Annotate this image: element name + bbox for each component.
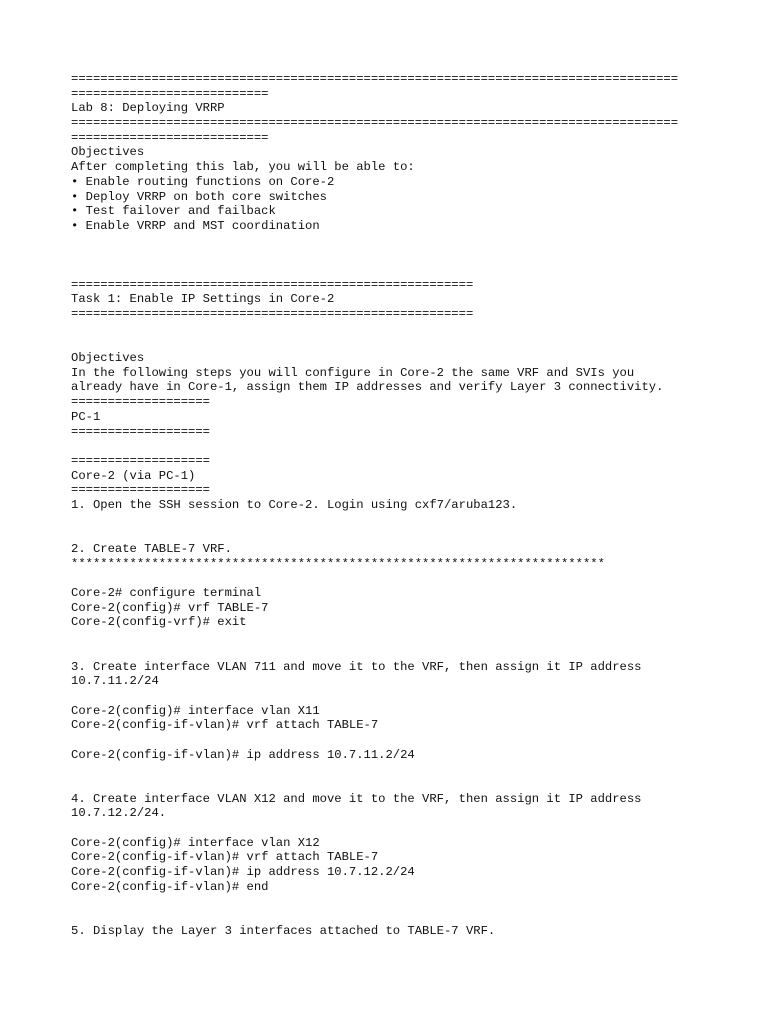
step-text: 4. Create interface VLAN X12 and move it to the VRF, then assign it IP address [71,791,642,806]
separator-line: =========================== [71,86,269,101]
objectives-heading: Objectives [71,145,145,160]
step-text: 1. Open the SSH session to Core-2. Login using cxf7/aruba123. [71,497,518,512]
task-objectives-heading: Objectives [71,351,145,366]
blank-line [71,322,761,337]
separator-line: =================================================================================== [71,72,679,86]
lab-title: Lab 8: Deploying VRRP [71,101,225,116]
blank-line [71,630,761,645]
separator-line: =========================== [71,130,269,145]
blank-line [71,439,761,454]
cli-command: Core-2(config-vrf)# exit [71,615,247,630]
step-text: 5. Display the Layer 3 interfaces attached to TABLE-7 VRF. [71,923,496,938]
blank-line [71,234,761,249]
device-heading: Core-2 (via PC-1) [71,468,196,483]
blank-line [71,689,761,704]
step-text: 3. Create interface VLAN 711 and move it to the VRF, then assign it IP address [71,659,642,674]
separator-line: =================== [71,483,210,498]
device-heading: PC-1 [71,409,101,424]
blank-line [71,527,761,542]
asterisk-separator: ************************************************************************* [71,556,605,571]
separator-line: =================== [71,424,210,439]
cli-command: Core-2(config-if-vlan)# end [71,879,269,894]
task-objectives-text: already have in Core-1, assign them IP addresses and verify Layer 3 connectivity. [71,380,664,395]
objective-bullet: • Deploy VRRP on both core switches [71,189,327,204]
cli-command: Core-2(config-if-vlan)# vrf attach TABLE-7 [71,850,379,865]
cli-command: Core-2# configure terminal [71,586,262,601]
document-page [71,72,761,939]
cli-command: Core-2(config)# interface vlan X12 [71,835,320,850]
objective-bullet: • Enable VRRP and MST coordination [71,218,320,233]
separator-line: ======================================================= [71,277,474,292]
step-text: 10.7.12.2/24. [71,806,167,821]
blank-line [71,645,761,660]
task-objectives-text: In the following steps you will configure in Core-2 the same VRF and SVIs you [71,365,635,380]
blank-line [71,336,761,351]
separator-line: ======================================================= [71,307,474,321]
blank-line [71,263,761,278]
separator-line: =================== [71,395,210,410]
cli-command: Core-2(config-if-vlan)# vrf attach TABLE-7 [71,718,379,733]
blank-line [71,762,761,777]
blank-line [71,248,761,263]
cli-command: Core-2(config-if-vlan)# ip address 10.7.11.2/24 [71,747,415,762]
blank-line [71,733,761,748]
objective-bullet: • Enable routing functions on Core-2 [71,174,335,189]
blank-line [71,777,761,792]
separator-line: =================== [71,453,210,468]
step-text: 2. Create TABLE-7 VRF. [71,542,232,556]
objective-bullet: • Test failover and failback [71,204,276,219]
blank-line [71,895,761,910]
blank-line [71,513,761,528]
cli-command: Core-2(config)# vrf TABLE-7 [71,600,269,615]
blank-line [71,909,761,924]
blank-line [71,571,761,586]
blank-line [71,821,761,836]
task-title: Task 1: Enable IP Settings in Core-2 [71,292,335,307]
step-text: 10.7.11.2/24 [71,674,159,689]
cli-command: Core-2(config-if-vlan)# ip address 10.7.12.2/24 [71,865,415,880]
objectives-intro: After completing this lab, you will be able to: [71,160,415,175]
cli-command: Core-2(config)# interface vlan X11 [71,703,320,718]
separator-line: =================================================================================== [71,116,679,131]
